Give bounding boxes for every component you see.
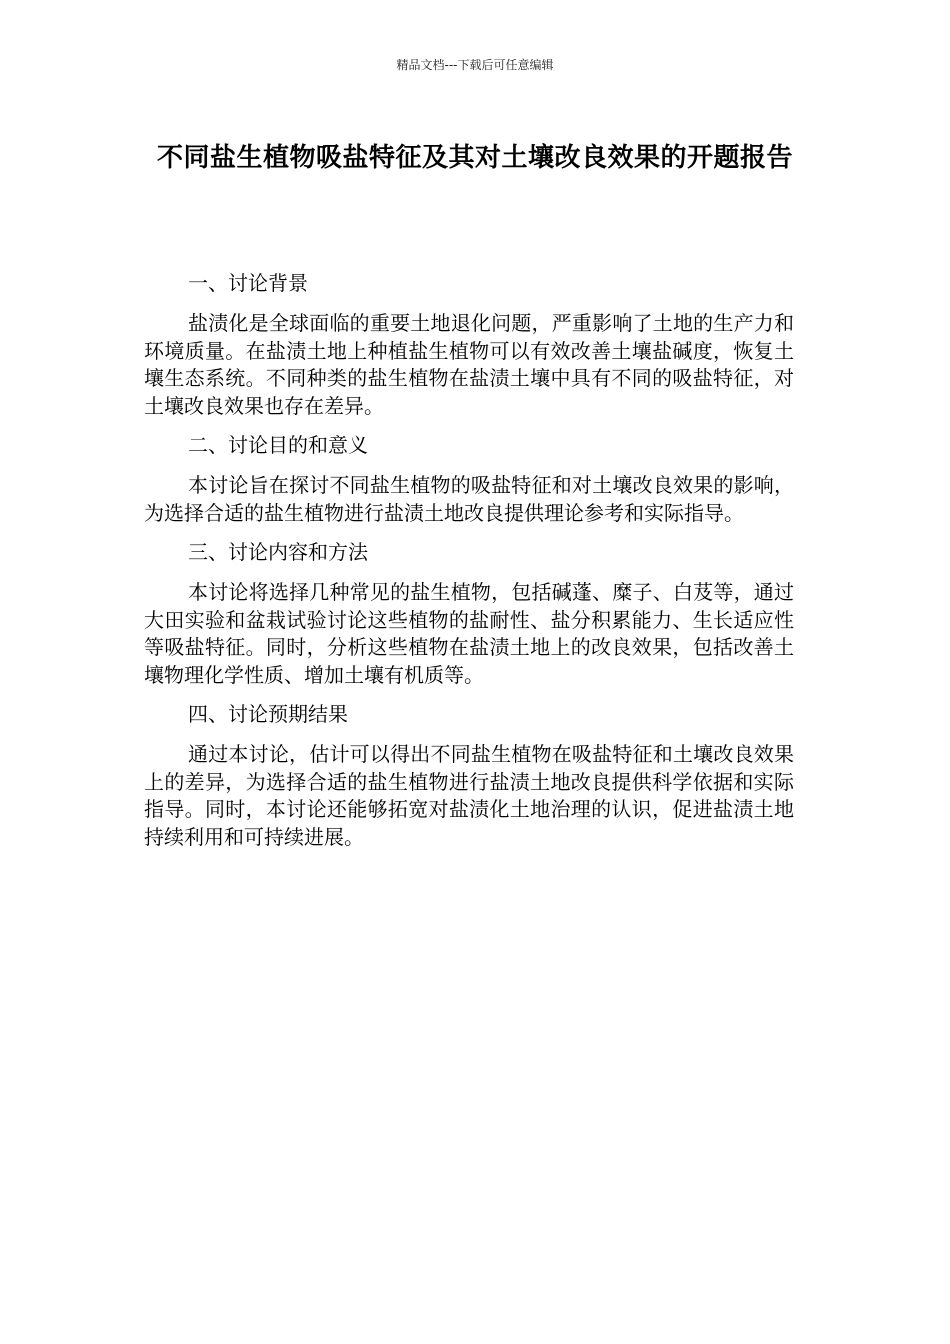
section-paragraph: 本讨论旨在探讨不同盐生植物的吸盐特征和对土壤改良效果的影响，为选择合适的盐生植物进行盐渍土地改良提供理论参考和实际指导。 bbox=[144, 473, 794, 525]
section-heading: 二、讨论目的和意义 bbox=[188, 433, 368, 457]
section-paragraph: 盐渍化是全球面临的重要土地退化问题，严重影响了土地的生产力和环境质量。在盐渍土地上种植盐生植物可以有效改善土壤盐碱度，恢复土壤生态系统。不同种类的盐生植物在盐渍土壤中具有不同的吸盐特征，对土壤改良效果也存在差异。 bbox=[144, 311, 794, 418]
section-heading: 三、讨论内容和方法 bbox=[188, 540, 368, 564]
section-purpose bbox=[144, 430, 794, 527]
section-paragraph: 通过本讨论，估计可以得出不同盐生植物在吸盐特征和土壤改良效果上的差异，为选择合适的盐生植物进行盐渍土地改良提供科学依据和实际指导。同时，本讨论还能够拓宽对盐渍化土地治理的认识，促进盐渍土地持续利用和可持续进展。 bbox=[144, 742, 794, 849]
section-content-methods bbox=[144, 537, 794, 689]
section-heading: 四、讨论预期结果 bbox=[188, 702, 348, 726]
document-title: 不同盐生植物吸盐特征及其对土壤改良效果的开题报告 bbox=[156, 143, 793, 173]
page-header-note: 精品文档---下载后可任意编辑 bbox=[396, 58, 554, 72]
section-background bbox=[144, 268, 794, 420]
document-body bbox=[144, 268, 794, 861]
section-heading: 一、讨论背景 bbox=[188, 271, 308, 295]
section-expected-results bbox=[144, 699, 794, 851]
section-paragraph: 本讨论将选择几种常见的盐生植物，包括碱蓬、糜子、白芨等，通过大田实验和盆栽试验讨论这些植物的盐耐性、盐分积累能力、生长适应性等吸盐特征。同时，分析这些植物在盐渍土地上的改良效果，包括改善土壤物理化学性质、增加土壤有机质等。 bbox=[144, 580, 794, 687]
